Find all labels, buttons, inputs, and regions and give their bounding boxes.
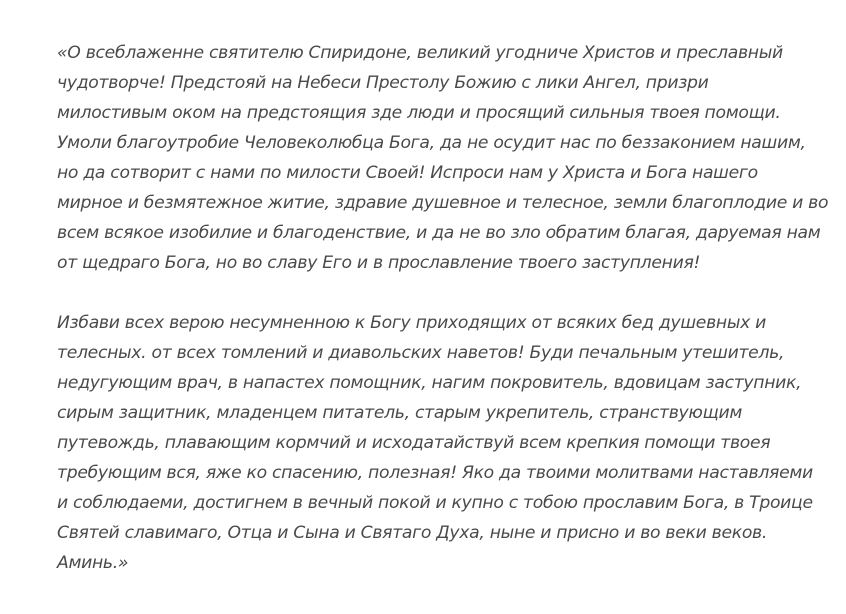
text-line: мирное и безмятежное житие, здравие душевное и телесное, земли благоплодие и во (57, 193, 829, 213)
prayer-paragraph-1 (57, 38, 829, 278)
text-line: от щедраго Бога, но во славу Его и в прославление твоего заступления! (57, 253, 701, 273)
prayer-text-block (57, 38, 829, 578)
prayer-paragraph-2 (57, 308, 813, 578)
text-line: телесных. от всех томлений и диавольских наветов! Буди печальным утешитель, (57, 343, 785, 363)
text-line: «О всеблаженне святителю Спиридоне, великий угодниче Христов и преславный (57, 43, 783, 63)
text-line: но да сотворит с нами по милости Своей! Испроси нам у Христа и Бога нашего (57, 163, 758, 183)
text-line: Аминь.» (57, 553, 129, 573)
text-line: требующим вся, яже ко спасению, полезная! Яко да твоими молитвами наставляеми (57, 463, 813, 483)
text-line: чудотворче! Предстояй на Небеси Престолу Божию с лики Ангел, призри (57, 73, 709, 93)
text-line: всем всякое изобилие и благоденствие, и да не во зло обратим благая, даруемая нам (57, 223, 821, 243)
text-line: путевождь, плавающим кормчий и исходатайствуй всем крепкия помощи твоея (57, 433, 771, 453)
text-line: сирым защитник, младенцем питатель, старым укрепитель, странствующим (57, 403, 743, 423)
paragraph-spacer (57, 278, 797, 308)
text-line: Умоли благоутробие Человеколюбца Бога, да не осудит нас по беззаконием нашим, (57, 133, 806, 153)
text-line: недугующим врач, в напастех помощник, нагим покровитель, вдовицам заступник, (57, 373, 802, 393)
text-line: Избави всех верою несумненною к Богу приходящих от всяких бед душевных и (57, 313, 767, 333)
text-line: Святей славимаго, Отца и Сына и Святаго Духа, ныне и присно и во веки веков. (57, 523, 768, 543)
text-line: и соблюдаеми, достигнем в вечный покой и купно с тобою прославим Бога, в Троице (57, 493, 813, 513)
text-line: милостивым оком на предстоящия зде люди и просящий сильныя твоея помощи. (57, 103, 781, 123)
